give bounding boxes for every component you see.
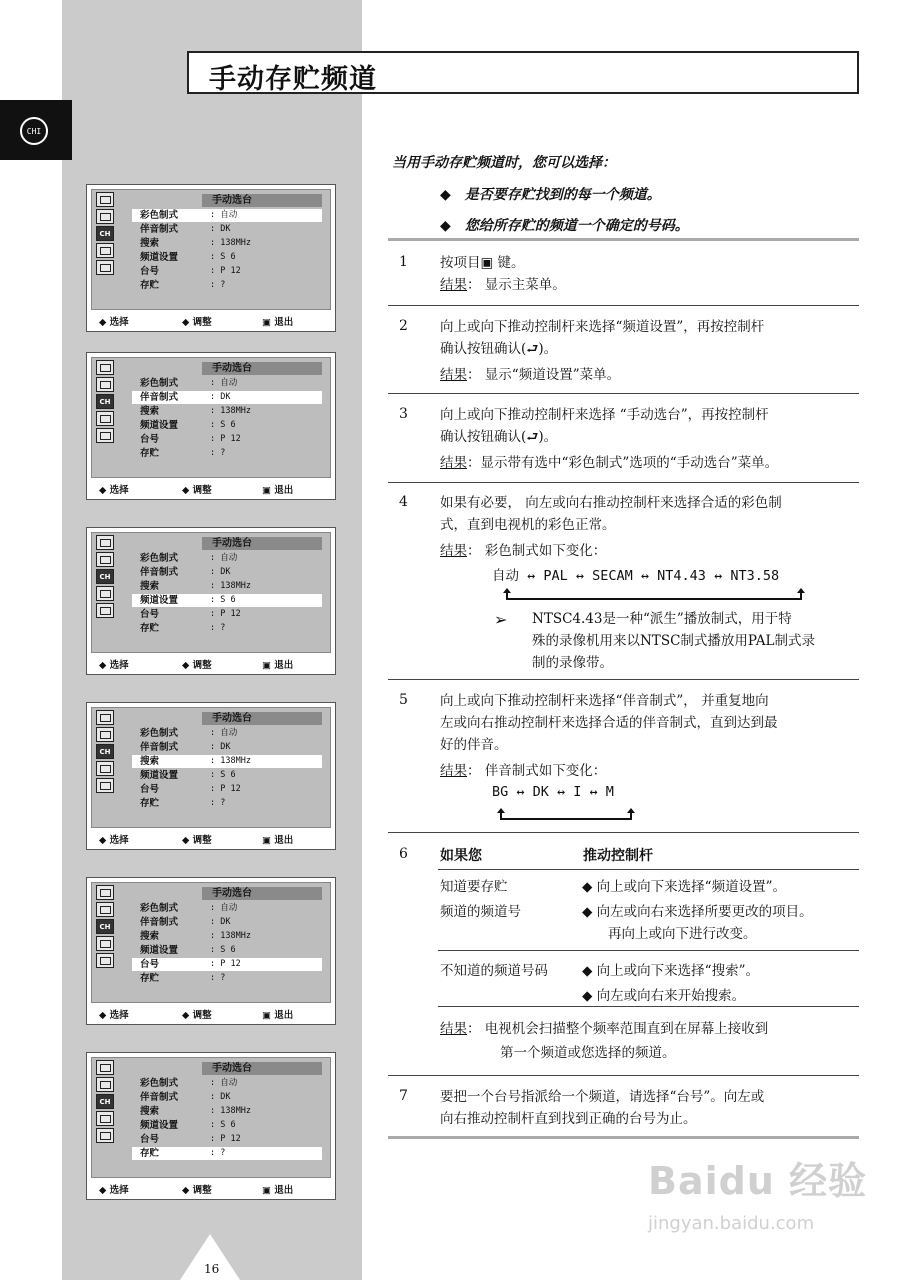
channel-icon: CH bbox=[96, 394, 114, 409]
osd-icon-column bbox=[96, 885, 118, 970]
bullet-item: ◆ 是否要存贮找到的每一个频道。 bbox=[440, 187, 661, 203]
channel-icon: CH bbox=[96, 569, 114, 584]
language-badge: CHI bbox=[20, 117, 48, 145]
osd-row: 伴音制式 : DK bbox=[140, 917, 231, 928]
tv-icon bbox=[96, 260, 114, 275]
note-text: NTSC4.43是一种“派生”播放制式，用于特 殊的录像机用来以NTSC制式播放用PAL制式录 制的录像带。 bbox=[532, 611, 815, 671]
sound-icon bbox=[96, 902, 114, 917]
cycle-arrow bbox=[506, 598, 802, 600]
osd-row: 存贮 : ? bbox=[140, 280, 226, 291]
page-number: 16 bbox=[204, 1262, 220, 1276]
osd-header: 手动选台 bbox=[202, 194, 322, 207]
osd-row: 频道设置 : S 6 bbox=[140, 945, 236, 956]
cycle-arrow bbox=[500, 818, 632, 820]
osd-row: 伴音制式 : DK bbox=[140, 224, 231, 235]
osd-header: 手动选台 bbox=[202, 887, 322, 900]
osd-icon-column bbox=[96, 1060, 118, 1145]
table-row-known: 知道要存贮 频道的频道号 bbox=[440, 879, 521, 920]
sound-icon bbox=[96, 377, 114, 392]
picture-icon bbox=[96, 710, 114, 725]
divider bbox=[438, 950, 859, 951]
sound-icon bbox=[96, 727, 114, 742]
step-4: 如果有必要， 向左或向右推动控制杆来选择合适的彩色制 式，直到电视机的彩色正常。 结果： 彩色制式如下变化： bbox=[440, 495, 782, 559]
osd-row: 伴音制式 : DK bbox=[132, 391, 322, 404]
step-number: 4 bbox=[399, 494, 408, 510]
diamond-icon: ◆ bbox=[440, 218, 451, 234]
osd-row: 台号 : P 12 bbox=[140, 434, 241, 445]
osd-row: 搜索 : 138MHz bbox=[140, 238, 251, 249]
divider bbox=[388, 482, 859, 483]
osd-row: 彩色制式 : 自动 bbox=[132, 209, 322, 222]
osd-row: 伴音制式 : DK bbox=[140, 1092, 231, 1103]
table-header-if: 如果您 bbox=[440, 848, 482, 864]
channel-icon: CH bbox=[96, 226, 114, 241]
sound-system-cycle: BG ↔ DK ↔ I ↔ M bbox=[492, 784, 614, 800]
osd-row: 存贮 : ? bbox=[140, 448, 226, 459]
sound-icon bbox=[96, 552, 114, 567]
divider bbox=[388, 679, 859, 680]
osd-row: 频道设置 : S 6 bbox=[140, 770, 236, 781]
step-number: 6 bbox=[399, 846, 408, 862]
step-2: 向上或向下推动控制杆来选择“频道设置”，再按控制杆 确认按钮确认(⮐)。 结果： 显示“频道设置”菜单。 bbox=[440, 319, 765, 383]
sound-icon bbox=[96, 209, 114, 224]
osd-panel bbox=[91, 532, 331, 653]
picture-icon bbox=[96, 360, 114, 375]
tv-icon bbox=[96, 428, 114, 443]
osd-row: 存贮 : ? bbox=[140, 973, 226, 984]
step-6-result: 结果： 电视机会扫描整个频率范围直到在屏幕上接收到 第一个频道或您选择的频道。 bbox=[440, 1021, 769, 1061]
osd-icon-column bbox=[96, 192, 118, 277]
osd-icon-column bbox=[96, 360, 118, 445]
osd-row: 存贮 : ? bbox=[140, 798, 226, 809]
channel-icon: CH bbox=[96, 1094, 114, 1109]
osd-screen: CH 手动选台 彩色制式 : 自动 伴音制式 : DK 搜索 : 138MHz 频道设置 : S 6 台号 : P 12 存贮 : ? ◆ 选择 ◆ 调整 ▣ 退出 bbox=[86, 527, 336, 675]
note-arrow-icon: ➢ bbox=[494, 610, 508, 629]
divider bbox=[388, 393, 859, 394]
step-number: 2 bbox=[399, 318, 408, 334]
osd-screen: CH 手动选台 彩色制式 : 自动 伴音制式 : DK 搜索 : 138MHz 频道设置 : S 6 台号 : P 12 存贮 : ? ◆ 选择 ◆ 调整 ▣ 退出 bbox=[86, 352, 336, 500]
divider bbox=[388, 1075, 859, 1076]
step-5: 向上或向下推动控制杆来选择“伴音制式”， 并重复地向 左或向右推动控制杆来选择合适的伴音制式，直到达到最 好的伴音。 结果： 伴音制式如下变化： bbox=[440, 693, 778, 779]
osd-row: 搜索 : 138MHz bbox=[140, 1106, 251, 1117]
step-number: 7 bbox=[399, 1088, 408, 1104]
osd-row: 台号 : P 12 bbox=[140, 1134, 241, 1145]
osd-row: 台号 : P 12 bbox=[140, 784, 241, 795]
osd-row: 台号 : P 12 bbox=[140, 609, 241, 620]
bullet-item: ◆ 您给所存贮的频道一个确定的号码。 bbox=[440, 218, 689, 234]
osd-row: 彩色制式 : 自动 bbox=[140, 728, 238, 739]
osd-icon-column bbox=[96, 535, 118, 620]
osd-row: 频道设置 : S 6 bbox=[140, 252, 236, 263]
title-box bbox=[187, 51, 859, 94]
diamond-icon: ◆ bbox=[440, 187, 451, 203]
step-number: 3 bbox=[399, 406, 408, 422]
osd-row: 搜索 : 138MHz bbox=[140, 581, 251, 592]
osd-header: 手动选台 bbox=[202, 362, 322, 375]
osd-row: 频道设置 : S 6 bbox=[140, 1120, 236, 1131]
osd-screen: CH 手动选台 彩色制式 : 自动 伴音制式 : DK 搜索 : 138MHz 频道设置 : S 6 台号 : P 12 存贮 : ? ◆ 选择 ◆ 调整 ▣ 退出 bbox=[86, 702, 336, 850]
picture-icon bbox=[96, 885, 114, 900]
osd-row: 频道设置 : S 6 bbox=[140, 420, 236, 431]
watermark: Baidu 经验 jingyan.baidu.com bbox=[648, 1159, 868, 1234]
step-number: 1 bbox=[399, 254, 408, 270]
osd-screen: CH 手动选台 彩色制式 : 自动 伴音制式 : DK 搜索 : 138MHz 频道设置 : S 6 台号 : P 12 存贮 : ? ◆ 选择 ◆ 调整 ▣ 退出 bbox=[86, 1052, 336, 1200]
intro-text: 当用手动存贮频道时，您可以选择： bbox=[392, 155, 616, 171]
osd-row: 彩色制式 : 自动 bbox=[140, 378, 238, 389]
osd-screen: CH 手动选台 彩色制式 : 自动 伴音制式 : DK 搜索 : 138MHz 频道设置 : S 6 台号 : P 12 存贮 : ? ◆ 选择 ◆ 调整 ▣ 退出 bbox=[86, 877, 336, 1025]
function-icon bbox=[96, 586, 114, 601]
osd-row: 彩色制式 : 自动 bbox=[140, 553, 238, 564]
osd-row: 搜索 : 138MHz bbox=[140, 931, 251, 942]
divider bbox=[388, 238, 859, 241]
step-7: 要把一个台号指派给一个频道，请选择“台号”。向左或 向右推动控制杆直到找到正确的台号为止。 bbox=[440, 1089, 765, 1127]
page-title: 手动存贮频道 bbox=[209, 64, 377, 95]
tv-icon bbox=[96, 1128, 114, 1143]
picture-icon bbox=[96, 192, 114, 207]
function-icon bbox=[96, 243, 114, 258]
osd-icon-column bbox=[96, 710, 118, 795]
tv-icon bbox=[96, 603, 114, 618]
osd-row: 搜索 : 138MHz bbox=[132, 755, 322, 768]
function-icon bbox=[96, 936, 114, 951]
step-3: 向上或向下推动控制杆来选择 “手动选台”，再按控制杆 确认按钮确认(⮐)。 结果：显示带有选中“彩色制式”选项的“手动选台”菜单。 bbox=[440, 407, 779, 471]
osd-row: 彩色制式 : 自动 bbox=[140, 903, 238, 914]
divider bbox=[438, 869, 859, 870]
divider bbox=[438, 1006, 859, 1007]
table-row-unknown: 不知道的频道号码 bbox=[440, 963, 548, 979]
osd-panel bbox=[91, 357, 331, 478]
osd-row: 伴音制式 : DK bbox=[140, 742, 231, 753]
table-row-unknown-actions: ◆ 向上或向下来选择“搜索”。 ◆ 向左或向右来开始搜索。 bbox=[582, 963, 759, 1004]
channel-icon: CH bbox=[96, 744, 114, 759]
osd-row: 存贮 : ? bbox=[132, 1147, 322, 1160]
table-header-action: 推动控制杆 bbox=[583, 848, 653, 864]
function-icon bbox=[96, 761, 114, 776]
divider bbox=[388, 1136, 859, 1139]
osd-header: 手动选台 bbox=[202, 537, 322, 550]
osd-panel bbox=[91, 882, 331, 1003]
osd-row: 伴音制式 : DK bbox=[140, 567, 231, 578]
function-icon bbox=[96, 411, 114, 426]
osd-row: 台号 : P 12 bbox=[132, 958, 322, 971]
step-number: 5 bbox=[399, 692, 408, 708]
color-system-cycle: 自动 ↔ PAL ↔ SECAM ↔ NT4.43 ↔ NT3.58 bbox=[492, 568, 780, 584]
table-row-known-actions: ◆ 向上或向下来选择“频道设置”。 ◆ 向左或向右来选择所要更改的项目。 再向上或向下进行改变。 bbox=[582, 879, 813, 942]
osd-panel bbox=[91, 189, 331, 310]
tv-icon bbox=[96, 778, 114, 793]
osd-row: 频道设置 : S 6 bbox=[132, 594, 322, 607]
osd-row: 搜索 : 138MHz bbox=[140, 406, 251, 417]
language-tab bbox=[0, 100, 72, 160]
picture-icon bbox=[96, 535, 114, 550]
sound-icon bbox=[96, 1077, 114, 1092]
osd-row: 台号 : P 12 bbox=[140, 266, 241, 277]
step-1: 按项目▣ 键。 结果： 显示主菜单。 bbox=[440, 255, 566, 293]
osd-screen: CH 手动选台 彩色制式 : 自动 伴音制式 : DK 搜索 : 138MHz 频道设置 : S 6 台号 : P 12 存贮 : ? ◆ 选择 ◆ 调整 ▣ 退出 bbox=[86, 184, 336, 332]
osd-header: 手动选台 bbox=[202, 1062, 322, 1075]
osd-panel bbox=[91, 1057, 331, 1178]
osd-row: 彩色制式 : 自动 bbox=[140, 1078, 238, 1089]
osd-row: 存贮 : ? bbox=[140, 623, 226, 634]
picture-icon bbox=[96, 1060, 114, 1075]
tv-icon bbox=[96, 953, 114, 968]
divider bbox=[388, 305, 859, 306]
function-icon bbox=[96, 1111, 114, 1126]
osd-header: 手动选台 bbox=[202, 712, 322, 725]
divider bbox=[388, 832, 859, 833]
osd-panel bbox=[91, 707, 331, 828]
channel-icon: CH bbox=[96, 919, 114, 934]
